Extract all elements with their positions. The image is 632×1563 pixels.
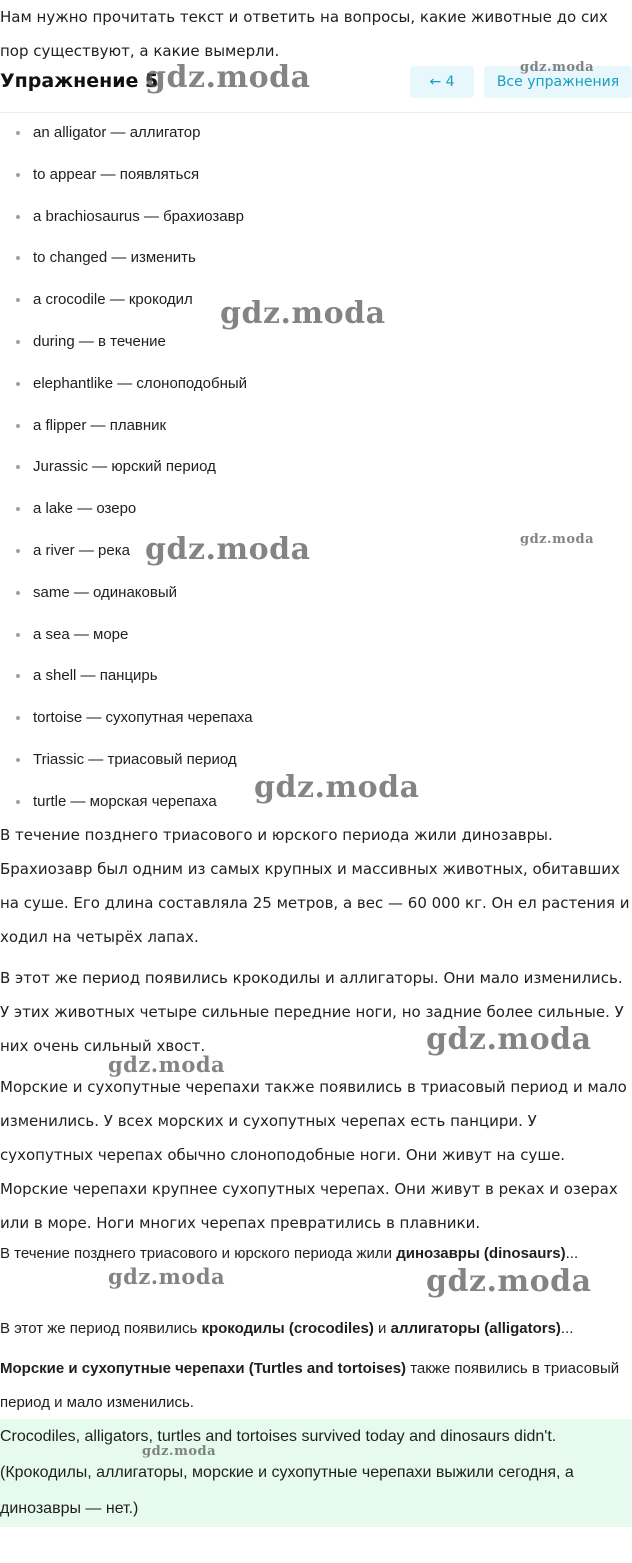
answer-text: В течение позднего триасового и юрского периода жили (0, 1245, 397, 1262)
answer-text: В этот же период появились (0, 1320, 202, 1337)
translation-paragraph-2: В этот же период появились крокодилы и аллигаторы. Они мало изменились. У этих животных четыре сильные передние ноги, но задние более сильные. У них очень сильный хвост. (0, 969, 624, 1055)
answer-text: ... (560, 1320, 574, 1337)
answer-highlight: динозавры (dinosaurs) (396, 1245, 566, 1262)
list-item: an alligator — аллигатор (0, 116, 632, 158)
list-item: a shell — панцирь (0, 659, 632, 701)
list-item: a lake — озеро (0, 492, 632, 534)
list-item: a river — река (0, 534, 632, 576)
answer-line-3 (0, 1352, 632, 1420)
watermark: gdz.moda (220, 296, 386, 331)
list-item: to changed — изменить (0, 241, 632, 283)
watermark: gdz.moda (142, 1444, 217, 1459)
watermark: gdz.moda (254, 770, 420, 805)
final-answer: Crocodiles, alligators, turtles and tortoises survived today and dinosaurs didn't. (Крокодилы, аллигаторы, морские и сухопутные черепахи выжили сегодня, а динозавры — нет.) (0, 1419, 632, 1527)
list-item: a crocodile — крокодил (0, 283, 632, 325)
translation-paragraph-1: В течение позднего триасового и юрского периода жили динозавры. Брахиозавр был одним из самых крупных и массивных животных, обитавших на суше. Его длина составляла 25 метров, а вес — 60 000 кг. Он ел растения и ходил на четырёх лапах. (0, 826, 630, 946)
answer-highlight: крокодилы (crocodiles) (201, 1320, 374, 1337)
divider (0, 112, 632, 113)
answer-text: также появились в триасовый период и мало изменились. (0, 1360, 620, 1411)
translation-paragraph-3: Морские и сухопутные черепахи также появились в триасовый период и мало изменились. У всех морских и сухопутных черепах есть панцири. У сухопутных черепах обычно слоноподобные ноги. Они живут на суше. Морские черепахи крупнее сухопутных черепах. Они живут в реках и озерах или в море. Ноги многих черепах превратились в плавники. (0, 1078, 627, 1232)
answer-text: ... (565, 1245, 579, 1262)
list-item: Jurassic — юрский период (0, 450, 632, 492)
list-item: elephantlike — слоноподобный (0, 367, 632, 409)
previous-exercise-button[interactable]: ← 4 (410, 66, 474, 98)
watermark: gdz.moda (520, 532, 595, 547)
answer-line-2 (0, 1312, 632, 1346)
all-exercises-button[interactable]: Все упражнения (484, 66, 632, 98)
watermark: gdz.moda (426, 1264, 592, 1299)
watermark: gdz.moda (108, 1052, 226, 1077)
list-item: turtle — морская черепаха (0, 785, 632, 827)
list-item: same — одинаковый (0, 576, 632, 618)
exercise-title: Упражнение 5 (0, 70, 159, 92)
list-item: a flipper — плавник (0, 409, 632, 451)
intro-text: Нам нужно прочитать текст и ответить на вопросы, какие животные до сих пор существуют, а какие вымерли. (0, 8, 608, 60)
answer-text: и (373, 1320, 391, 1337)
list-item: a sea — море (0, 618, 632, 660)
answer-line-1 (0, 1237, 632, 1271)
watermark: gdz.moda (145, 60, 311, 95)
list-item: to appear — появляться (0, 158, 632, 200)
vocabulary-list (0, 116, 632, 827)
list-item: during — в течение (0, 325, 632, 367)
watermark: gdz.moda (108, 1264, 226, 1289)
watermark: gdz.moda (426, 1022, 592, 1057)
watermark: gdz.moda (145, 532, 311, 567)
answer-highlight: Морские и сухопутные черепахи (Turtles and tortoises) (0, 1360, 407, 1377)
list-item: a brachiosaurus — брахиозавр (0, 200, 632, 242)
list-item: tortoise — сухопутная черепаха (0, 701, 632, 743)
list-item: Triassic — триасовый период (0, 743, 632, 785)
answer-highlight: аллигаторы (alligators) (390, 1320, 561, 1337)
watermark: gdz.moda (520, 60, 595, 75)
